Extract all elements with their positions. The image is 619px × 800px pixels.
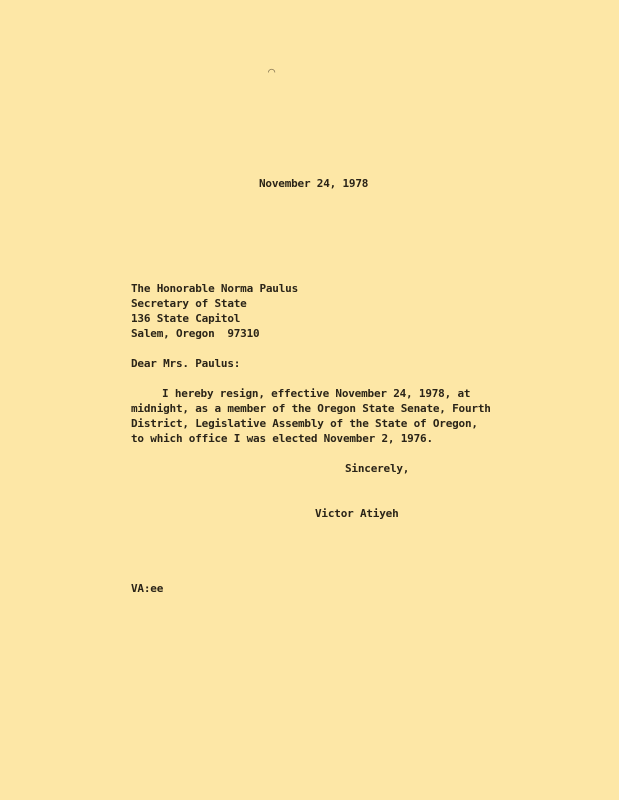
recipient-name: The Honorable Norma Paulus — [131, 282, 298, 295]
body-line: I hereby resign, effective November 24, 1978, at — [162, 387, 471, 400]
recipient-street: 136 State Capitol — [131, 312, 241, 325]
body-line: midnight, as a member of the Oregon State Senate, Fourth — [131, 402, 491, 415]
stray-mark: ⌒ — [268, 64, 276, 78]
letter-date: November 24, 1978 — [259, 177, 369, 190]
body-line: District, Legislative Assembly of the State of Oregon, — [131, 417, 478, 430]
body-line: to which office I was elected November 2, 1976. — [131, 432, 433, 445]
signer-name: Victor Atiyeh — [315, 507, 399, 520]
closing: Sincerely, — [345, 462, 410, 475]
typist-initials: VA:ee — [131, 582, 164, 595]
recipient-title: Secretary of State — [131, 297, 247, 310]
recipient-city: Salem, Oregon 97310 — [131, 327, 260, 340]
salutation: Dear Mrs. Paulus: — [131, 357, 241, 370]
